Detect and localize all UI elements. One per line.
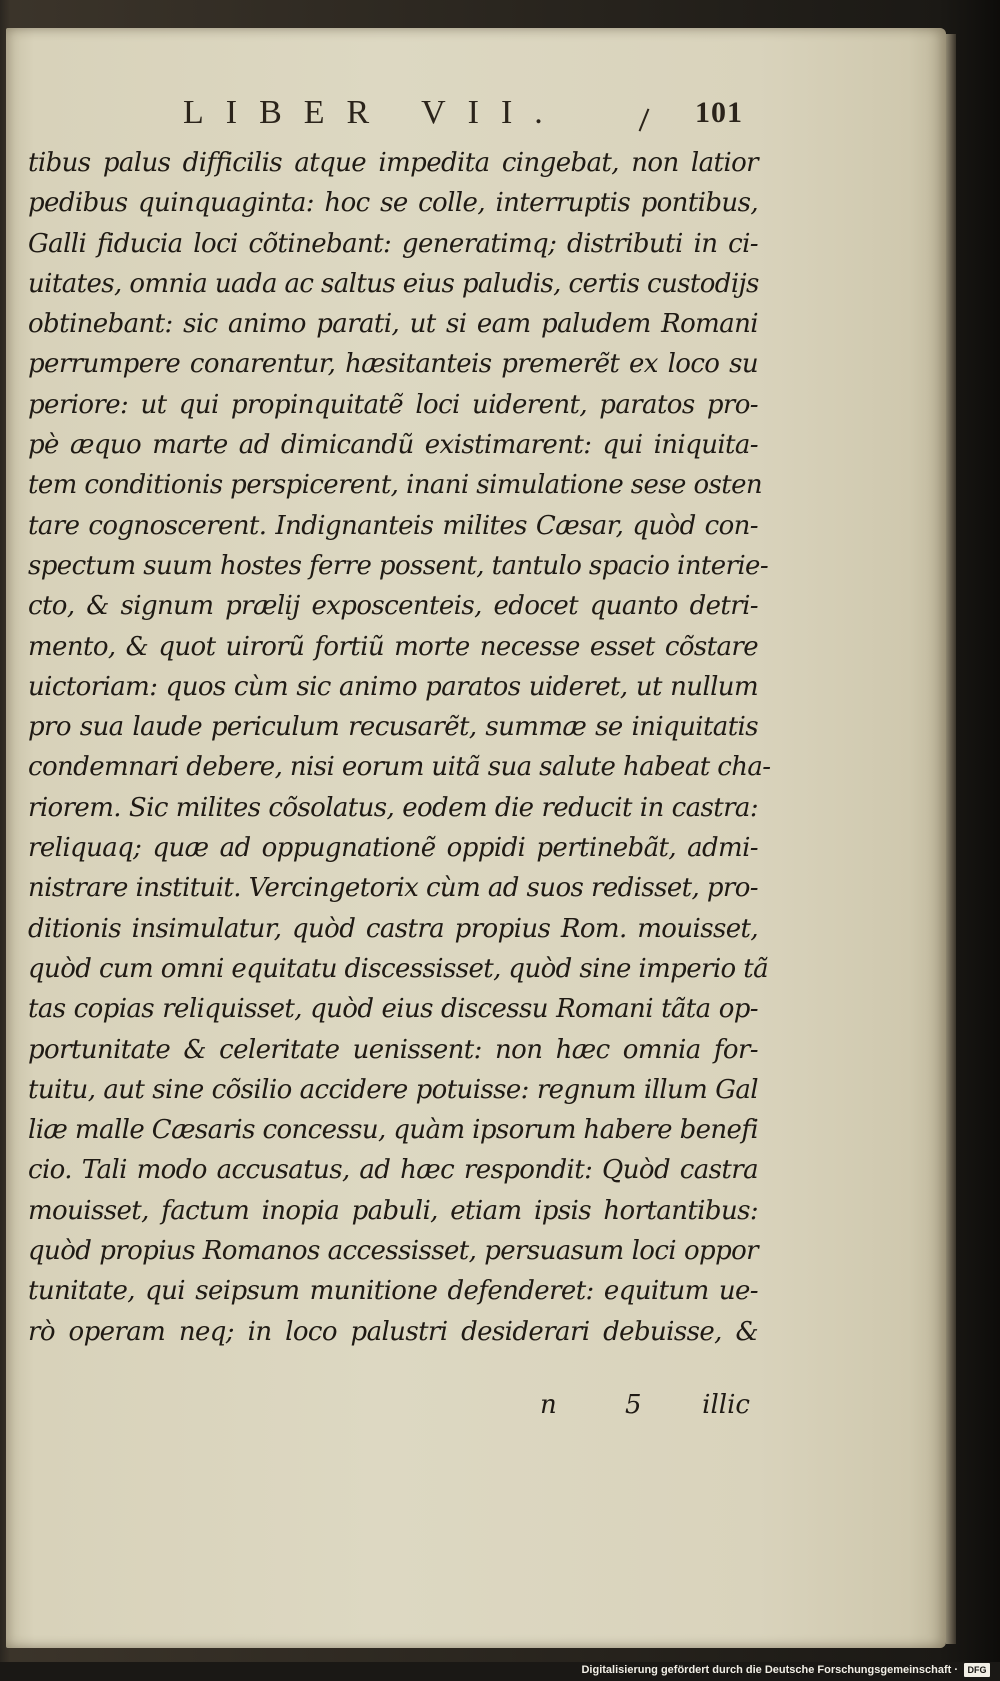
page-edge [946,34,956,1644]
catchword: illic [702,1390,750,1420]
text-line: tunitate, qui seipsum munitione defenderet: equitum ue- [28,1276,758,1307]
running-head-title: LIBER VII. [183,94,565,131]
signature-mark: n 5 [540,1390,672,1420]
text-line: periore: ut qui propinquitatẽ loci uiderent, paratos pro- [28,389,758,420]
text-line: uitates, omnia uada ac saltus eius paludis, certis custodijs [28,268,759,299]
ink-mark [639,108,650,131]
text-line: reliquaq; quæ ad oppugnationẽ oppidi pertinebãt, admi- [28,833,758,864]
text-line: obtinebant: sic animo parati, ut si eam paludem Romani [28,309,758,340]
running-head [183,94,743,140]
text-line: condemnari debere, nisi eorum uitã sua salute habeat cha- [28,752,771,783]
dfg-logo: DFG [964,1663,990,1677]
page-number: 101 [695,96,743,129]
footer-marks [540,1390,750,1430]
text-line: liæ malle Cæsaris concessu, quàm ipsorum habere benefi [28,1115,759,1146]
text-line: quòd cum omni equitatu discessisset, quòd sine imperio tã [28,953,769,984]
text-line: tare cognoscerent. Indignanteis milites Cæsar, quòd con- [28,510,758,541]
text-line: cio. Tali modo accusatus, ad hæc respondit: Quòd castra [28,1155,758,1186]
credit-text: Digitalisierung gefördert durch die Deutsche Forschungsgemeinschaft · [581,1664,958,1676]
text-line: nistrare instituit. Vercingetorix cùm ad suos redisset, pro- [28,873,758,904]
text-line: uictoriam: quos cùm sic animo paratos uideret, ut nullum [28,671,758,702]
text-line: quòd propius Romanos accessisset, persuasum loci oppor [28,1236,758,1267]
text-line: spectum suum hostes ferre possent, tantulo spacio interie- [28,550,769,581]
text-line: rò operam neq; in loco palustri desiderari debuisse, & [28,1316,758,1347]
text-line: tem conditionis perspicerent, inani simulatione sese osten [28,470,763,501]
text-line: ditionis insimulatur, quòd castra propius Rom. mouisset, [28,913,758,944]
text-line: perrumpere conarentur, hæsitanteis premerẽt ex loco su [28,349,758,380]
text-line: tibus palus difficilis atque impedita cingebat, non latior [28,148,758,178]
text-line: cto, & signum prælij exposcenteis, edocet quanto detri- [28,591,758,622]
text-line: tuitu, aut sine cõsilio accidere potuisse: regnum illum Gal [28,1074,758,1105]
text-line: pedibus quinquaginta: hoc se colle, interruptis pontibus, [28,188,758,219]
text-line: pro sua laude periculum recusarẽt, summæ se iniquitatis [28,712,758,743]
text-line: portunitate & celeritate uenissent: non hæc omnia for- [28,1034,758,1065]
text-line: Galli fiducia loci cõtinebant: generatimq; distributi in ci- [28,228,758,259]
text-line: pè æquo marte ad dimicandũ existimarent: qui iniquita- [28,430,758,461]
digitization-credit [581,1661,990,1679]
text-line: riorem. Sic milites cõsolatus, eodem die reducit in castra: [28,792,758,823]
text-line: mento, & quot uirorũ fortiũ morte necesse esset cõstare [28,631,758,662]
text-line: tas copias reliquisset, quòd eius discessu Romani tãta op- [28,994,758,1025]
body-text [28,143,771,1352]
text-line: mouisset, factum inopia pabuli, etiam ipsis hortantibus: [28,1195,758,1226]
